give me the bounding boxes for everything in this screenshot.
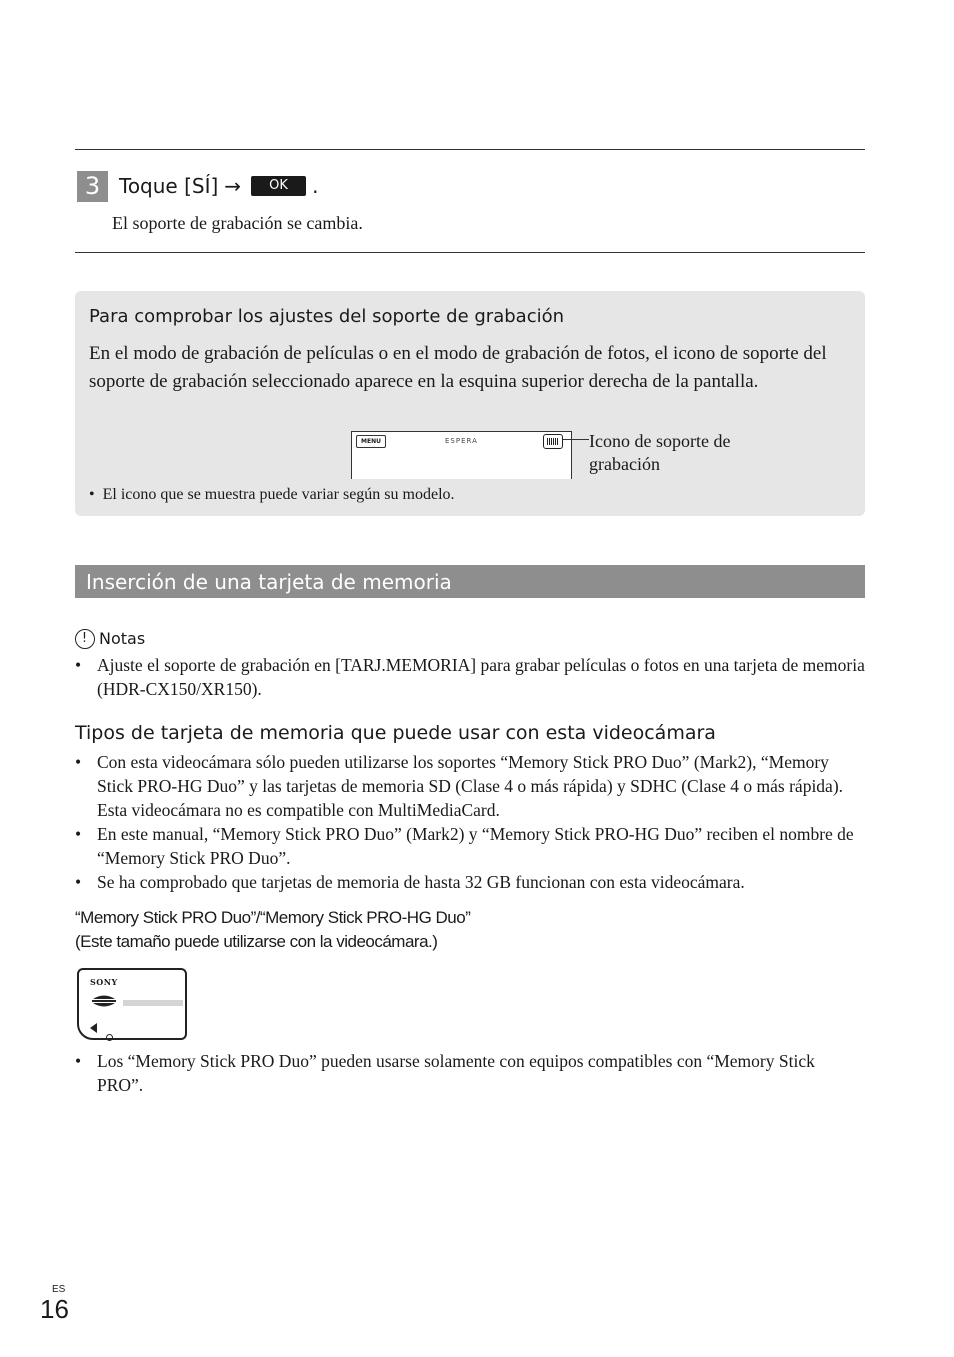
- step-title: [119, 172, 318, 200]
- menu-button: MENU: [356, 435, 386, 448]
- info-box-body: En el modo de grabación de películas o en el modo de grabación de fotos, el icono de soporte del soporte de grabación seleccionado aparece en la esquina superior derecha de la pantalla.: [89, 343, 827, 392]
- notes-heading: [75, 627, 145, 651]
- list-item-text: En este manual, “Memory Stick PRO Duo” (Mark2) y “Memory Stick PRO-HG Duo” reciben el nombre de “Memory Stick PRO Duo”.: [97, 824, 854, 868]
- card-stripe: [123, 1000, 183, 1006]
- step-title-period: .: [312, 174, 319, 198]
- bullet-icon: •: [75, 1051, 82, 1071]
- list-item: [75, 653, 865, 701]
- bottom-rule: [75, 252, 865, 253]
- info-box-heading: Para comprobar los ajustes del soporte de grabación: [89, 306, 565, 327]
- list-item-text: Se ha comprobado que tarjetas de memoria de hasta 32 GB funcionan con esta videocámara.: [97, 872, 745, 892]
- callout-label: Icono de soporte de grabación: [589, 431, 731, 474]
- warning-icon: [75, 629, 95, 649]
- section-title: Inserción de una tarjeta de memoria: [86, 570, 452, 594]
- bullet-icon: •: [75, 872, 82, 892]
- sony-logo: SONY: [90, 977, 118, 987]
- insert-arrow-icon: [90, 1023, 97, 1033]
- memory-stick-logo-icon: [91, 994, 117, 1008]
- lcd-screen-illustration: [351, 431, 572, 479]
- bullet-icon: •: [75, 752, 82, 772]
- memory-stick-label-line1: “Memory Stick PRO Duo”/“Memory Stick PRO-HG Duo”: [75, 908, 471, 927]
- bullet-icon: •: [89, 486, 95, 503]
- step-number-badge: 3: [77, 171, 108, 202]
- list-item-text: Con esta videocámara sólo pueden utilizarse los soportes “Memory Stick PRO Duo” (Mark2), “Memory Stick PRO-HG Duo” y las tarjetas de memoria SD (Clase 4 o más rápida) y SDHC (Clase 4 o más rápida). Esta videocámara no es compatible con MultiMediaCard.: [97, 752, 844, 820]
- step-description: El soporte de grabación se cambia.: [112, 213, 363, 233]
- arrow-right-icon: →: [224, 174, 242, 198]
- list-item: [75, 870, 865, 894]
- section-header: [75, 565, 865, 598]
- top-rule: [75, 149, 865, 150]
- warning-icon-glyph: !: [81, 631, 88, 646]
- notes-heading-text: Notas: [99, 629, 146, 648]
- info-box-note-text: El icono que se muestra puede variar según su modelo.: [102, 486, 455, 503]
- callout-line: [563, 439, 589, 440]
- list-item: [75, 822, 865, 870]
- memory-stick-label: [75, 906, 470, 954]
- recording-media-icon: [543, 434, 563, 449]
- tipos-list: [75, 750, 865, 894]
- tipos-heading: Tipos de tarjeta de memoria que puede usar con esta videocámara: [75, 722, 716, 744]
- info-box-note: [89, 484, 455, 506]
- list-item: [75, 750, 865, 822]
- bullet-icon: •: [75, 824, 82, 844]
- list-item: [75, 1049, 865, 1097]
- language-code: ES: [52, 1284, 66, 1295]
- notes-list: [75, 653, 865, 701]
- bullet-icon: •: [75, 655, 82, 675]
- list-item-text: Ajuste el soporte de grabación en [TARJ.MEMORIA] para grabar películas o fotos en una tarjeta de memoria (HDR-CX150/XR150).: [97, 655, 865, 699]
- page-number: 16: [40, 1294, 69, 1324]
- memory-stick-illustration: [77, 968, 187, 1040]
- step-title-text: Toque [SÍ]: [119, 174, 219, 198]
- ok-button: OK: [251, 176, 306, 196]
- memory-stick-label-line2: (Este tamaño puede utilizarse con la videocámara.): [75, 932, 438, 951]
- small-circle-icon: [106, 1034, 113, 1041]
- memory-stick-notes: [75, 1049, 865, 1097]
- screen-status-text: ESPERA: [445, 437, 478, 445]
- list-item-text: Los “Memory Stick PRO Duo” pueden usarse solamente con equipos compatibles con “Memory Stick PRO”.: [97, 1051, 815, 1095]
